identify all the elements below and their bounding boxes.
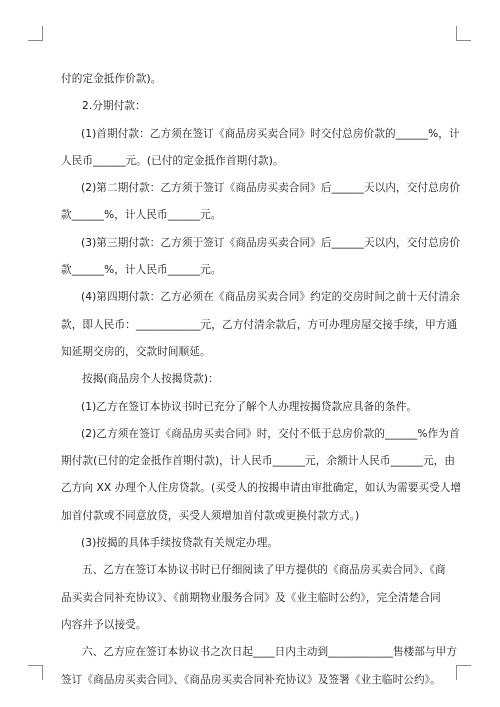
text-line: 内容并予以接受。 xyxy=(61,618,147,631)
text-line: (3)按揭的具体手续按贷款有关规定办理。 xyxy=(81,537,279,550)
section-heading-mortgage: 按揭(商品房个人按揭贷款)： xyxy=(82,373,219,386)
crop-mark-bottom-right xyxy=(456,665,471,680)
crop-mark-bottom-left xyxy=(28,665,43,680)
text-line: (1)乙方在签订本协议书时已充分了解个人办理按揭贷款应具备的条件。 xyxy=(81,400,418,413)
crop-mark-top-right xyxy=(456,26,471,41)
clause-five: 五、乙方在签订本协议书时已仔细阅读了甲方提供的《商品房买卖合同》、《商 xyxy=(82,564,446,577)
text-line: (1)首期付款：乙方须在签订《商品房买卖合同》时交付总房价款的______%，计 xyxy=(81,127,460,140)
text-line: 付的定金抵作价款)。 xyxy=(61,73,162,85)
document-body xyxy=(61,66,462,694)
text-line: 签订《商品房买卖合同》、《商品房买卖合同补充协议》及签署《业主临时公约》。 xyxy=(61,673,441,686)
text-line: (2)第二期付款：乙方须于签订《商品房买卖合同》后______天以内，交付总房价 xyxy=(81,182,461,195)
text-line: 款______%，计人民币______元。 xyxy=(61,209,222,222)
text-line: 款，即人民币：____________元，乙方付清余款后，方可办理房屋交接手续，甲方通 xyxy=(61,318,458,331)
text-line: 款______%，计人民币______元。 xyxy=(61,264,222,277)
text-line: (2)乙方须在签订《商品房买卖合同》时，交付不低于总房价款的______%作为首 xyxy=(81,427,460,440)
text-line: 加首付款或不同意放贷，买受人须增加首付款或更换付款方式。) xyxy=(61,509,360,522)
text-line: 人民币______元。(已付的定金抵作首期付款)。 xyxy=(61,154,284,167)
crop-mark-top-left xyxy=(28,26,43,41)
text-line: 乙方向 XX 办理个人住房贷款。(买受人的按揭申请由审批确定，如认为需要买受人增 xyxy=(61,482,462,495)
text-line: 品买卖合同补充协议》、《前期物业服务合同》及《业主临时公约》，完全清楚合同 xyxy=(61,591,441,604)
clause-six: 六、乙方应在签订本协议书之次日起____日内主动到____________售楼部与甲方 xyxy=(82,646,458,659)
section-heading-installment: 2.分期付款： xyxy=(82,100,146,113)
text-line: (4)第四期付款：乙方必须在《商品房买卖合同》约定的交房时间之前十天付清余 xyxy=(81,291,460,304)
text-line: 期付款(已付的定金抵作首期付款)，计人民币______元，余额计人民币______元，由 xyxy=(61,455,456,468)
text-line: (3)第三期付款：乙方须于签订《商品房买卖合同》后______天以内，交付总房价 xyxy=(81,236,461,249)
text-line: 知延期交房的，交款时间顺延。 xyxy=(61,345,211,358)
